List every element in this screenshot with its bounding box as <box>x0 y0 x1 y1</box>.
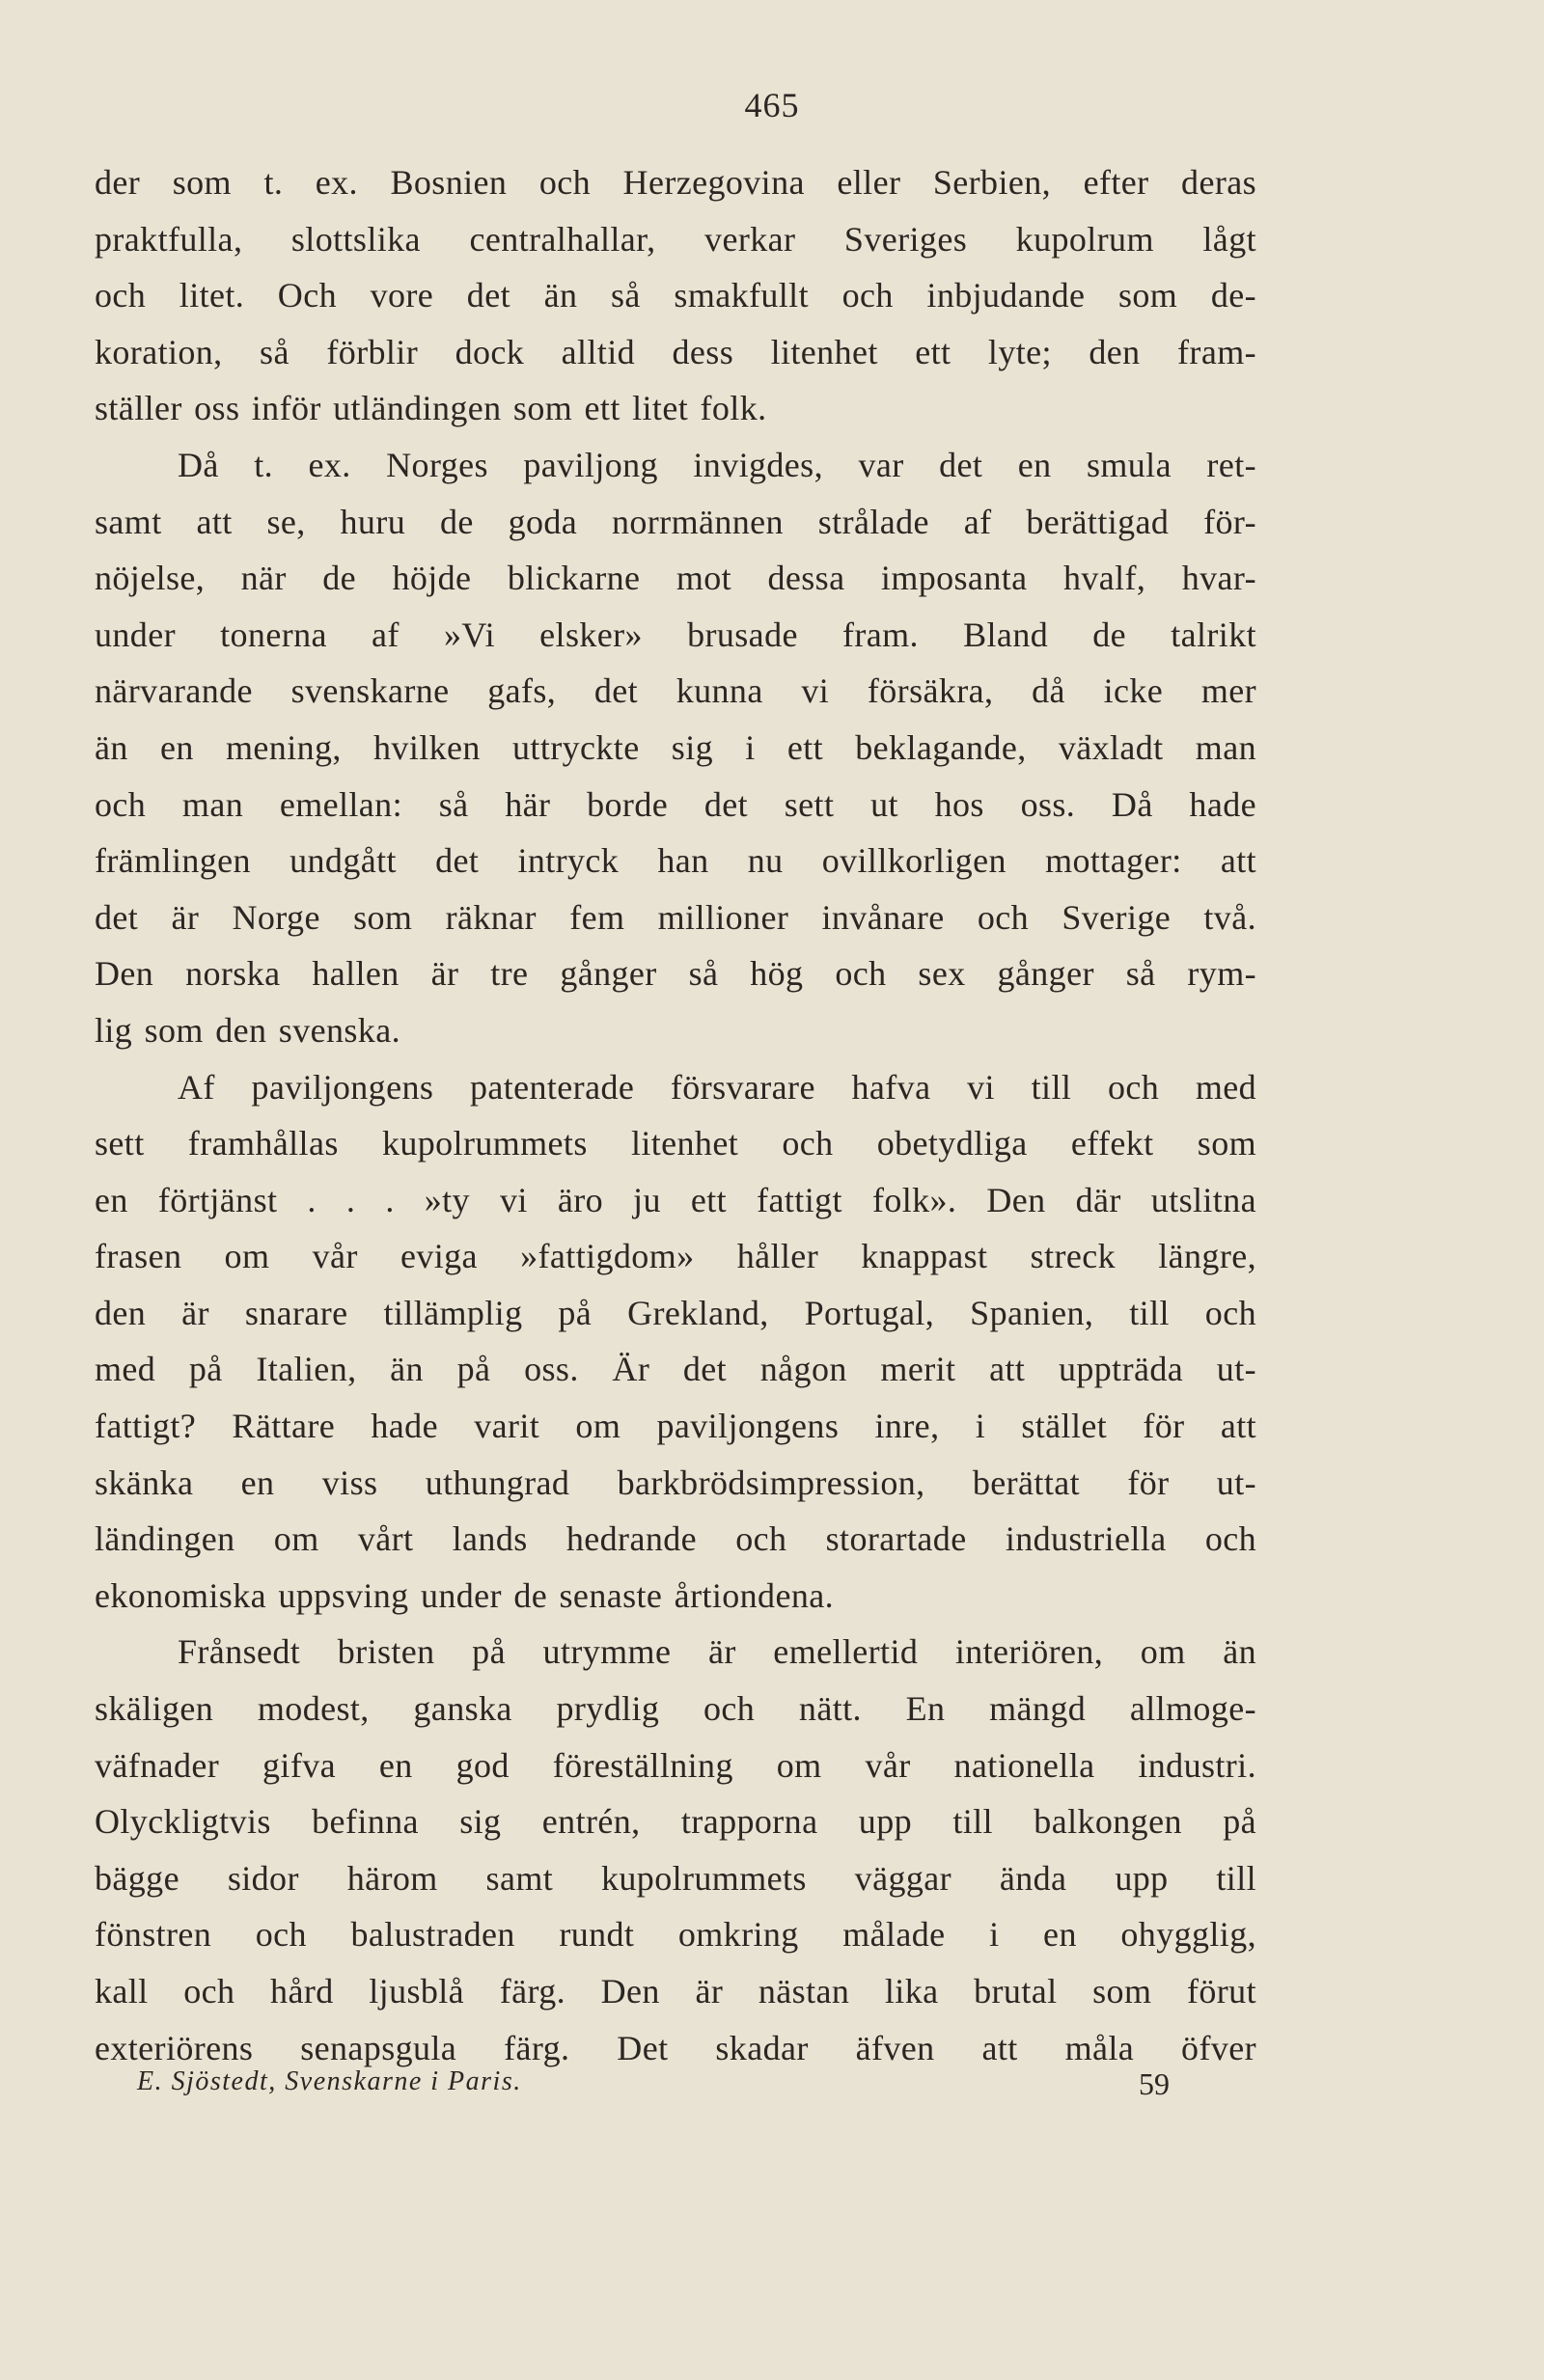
text-line: sett framhållas kupolrummets litenhet och obetydliga effekt som <box>95 1124 1256 1163</box>
text-line: det är Norge som räknar fem millioner invånare och Sverige två. <box>95 897 1256 937</box>
text-line: koration, så förblir dock alltid dess litenhet ett lyte; den fram- <box>95 332 1256 371</box>
text-line: frasen om vår eviga »fattigdom» håller knappast streck längre, <box>95 1237 1256 1276</box>
body-text <box>95 154 1256 2076</box>
text-line: ställer oss inför utländingen som ett litet folk. <box>95 389 767 428</box>
text-line: Frånsedt bristen på utrymme är emellertid interiören, om än <box>178 1632 1256 1672</box>
footer-attribution: E. Sjöstedt, Svenskarne i Paris. <box>137 2066 522 2096</box>
text-line: ekonomiska uppsving under de senaste årtiondena. <box>95 1575 835 1615</box>
text-line: nöjelse, när de höjde blickarne mot dessa imposanta hvalf, hvar- <box>95 559 1256 598</box>
text-line: än en mening, hvilken uttryckte sig i ett beklagande, växladt man <box>95 727 1256 767</box>
text-line: samt att se, huru de goda norrmännen strålade af berättigad för- <box>95 502 1256 541</box>
text-line: lig som den svenska. <box>95 1010 400 1050</box>
text-line: fönstren och balustraden rundt omkring målade i en ohygglig, <box>95 1915 1256 1955</box>
text-line: skänka en viss uthungrad barkbrödsimpression, berättat för ut- <box>95 1463 1256 1502</box>
text-line: närvarande svenskarne gafs, det kunna vi försäkra, då icke mer <box>95 671 1256 711</box>
text-line: Då t. ex. Norges paviljong invigdes, var det en smula ret- <box>178 445 1256 484</box>
text-line: der som t. ex. Bosnien och Herzegovina eller Serbien, efter deras <box>95 163 1256 202</box>
text-line: med på Italien, än på oss. Är det någon merit att uppträda ut- <box>95 1350 1256 1389</box>
text-line: under tonerna af »Vi elsker» brusade fram. Bland de talrikt <box>95 615 1256 654</box>
text-line: främlingen undgått det intryck han nu ovillkorligen mottager: att <box>95 841 1256 881</box>
text-line: och man emellan: så här borde det sett ut hos oss. Då hade <box>95 784 1256 824</box>
text-line: exteriörens senapsgula färg. Det skadar äfven att måla öfver <box>95 2028 1256 2067</box>
text-line: Af paviljongens patenterade försvarare hafva vi till och med <box>178 1067 1256 1107</box>
text-line: praktfulla, slottslika centralhallar, verkar Sveriges kupolrum lågt <box>95 219 1256 259</box>
text-line: väfnader gifva en god föreställning om vår nationella industri. <box>95 1745 1256 1785</box>
page-number: 465 <box>744 86 800 124</box>
text-line: Den norska hallen är tre gånger så hög och sex gånger så rym- <box>95 954 1256 994</box>
text-line: den är snarare tillämplig på Grekland, Portugal, Spanien, till och <box>95 1293 1256 1332</box>
text-line: skäligen modest, ganska prydlig och nätt. En mängd allmoge- <box>95 1689 1256 1729</box>
text-line: ländingen om vårt lands hedrande och storartade industriella och <box>95 1519 1256 1559</box>
text-line: fattigt? Rättare hade varit om paviljongens inre, i stället för att <box>95 1407 1256 1446</box>
text-line: och litet. Och vore det än så smakfullt och inbjudande som de- <box>95 276 1256 315</box>
text-line: Olyckligtvis befinna sig entrén, trapporna upp till balkongen på <box>95 1802 1256 1842</box>
signature-mark: 59 <box>1139 2066 1170 2101</box>
text-line: kall och hård ljusblå färg. Den är nästan lika brutal som förut <box>95 1972 1256 2011</box>
text-line: bägge sidor härom samt kupolrummets väggar ända upp till <box>95 1858 1256 1898</box>
text-line: en förtjänst . . . »ty vi äro ju ett fattigt folk». Den där utslitna <box>95 1180 1256 1219</box>
